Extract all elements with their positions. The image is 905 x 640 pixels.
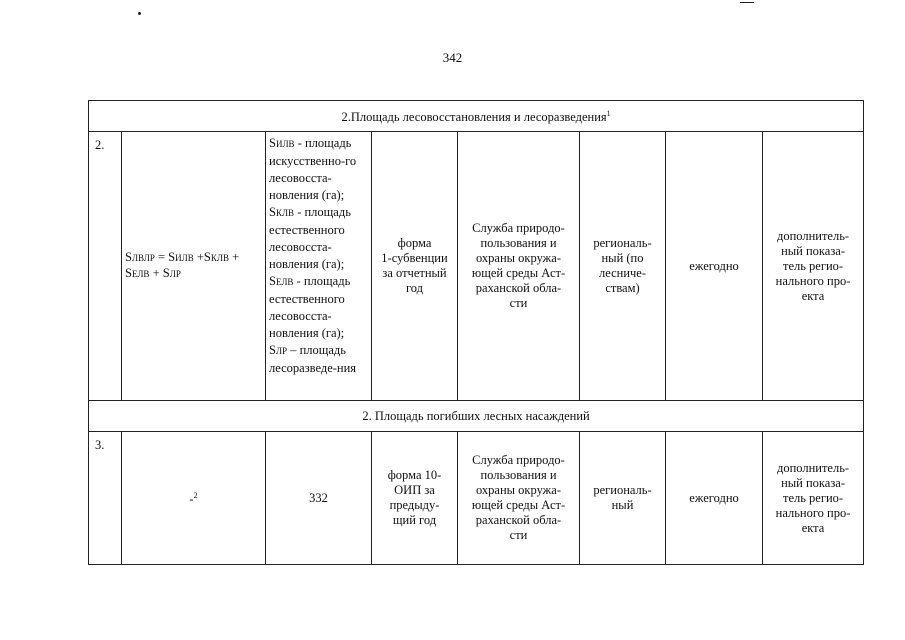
definition-item: SКЛВ - площадь естественного лесовосста-новления (га); [269,205,351,271]
formula: SЛВЛР = SИЛВ +SКЛВ + SЕЛВ + SЛР [125,250,240,280]
formula-dash: - [189,492,194,507]
data-level: региональ- ный [580,432,666,565]
table-row [89,432,864,565]
definition-item: SЛР – площадь лесоразведе-ния [269,343,357,375]
scan-speck-left [138,12,141,15]
definition-item: SЕЛВ - площадь естественного лесовосста-новления (га); [269,274,351,340]
row-number: 2. [89,132,122,401]
indicator-value: 332 [266,432,372,565]
definition-item: SИЛВ - площадь искусственно-го лесовосста-новления (га); [269,136,357,202]
responsible-agency: Служба природо- пользования и охраны окружа- ющей среды Аст- раханской обла- сти [458,132,580,401]
frequency: ежегодно [666,132,763,401]
indicator-note: дополнитель- ный показа- тель регио- нального про- екта [763,432,864,565]
data-level: региональ- ный (по лесниче- ствам) [580,132,666,401]
table-row [89,132,864,401]
formula-cell [122,132,266,401]
formula-cell [122,432,266,565]
section-title-cell [89,101,864,132]
row-number: 3. [89,432,122,565]
frequency: ежегодно [666,432,763,565]
scan-speck-right [740,2,754,3]
page-number: 342 [442,50,463,65]
section-row [89,101,864,132]
data-source-form: форма 1-субвенции за отчетный год [372,132,458,401]
data-source-form: форма 10- ОИП за предыду- щий год [372,432,458,565]
indicator-note: дополнитель- ный показа- тель регио- нального про- екта [763,132,864,401]
indicator-table [88,100,864,565]
section-row [89,401,864,432]
section-title: 2. Площадь погибших лесных насаждений [362,408,590,423]
section-title: 2.Площадь лесовосстановления и лесоразведения [341,110,607,125]
footnote-marker: 1 [606,109,611,119]
footnote-marker: 2 [193,491,198,501]
responsible-agency: Служба природо- пользования и охраны окружа- ющей среды Аст- раханской обла- сти [458,432,580,565]
section-title-cell [89,401,864,432]
definitions-cell [266,132,372,401]
